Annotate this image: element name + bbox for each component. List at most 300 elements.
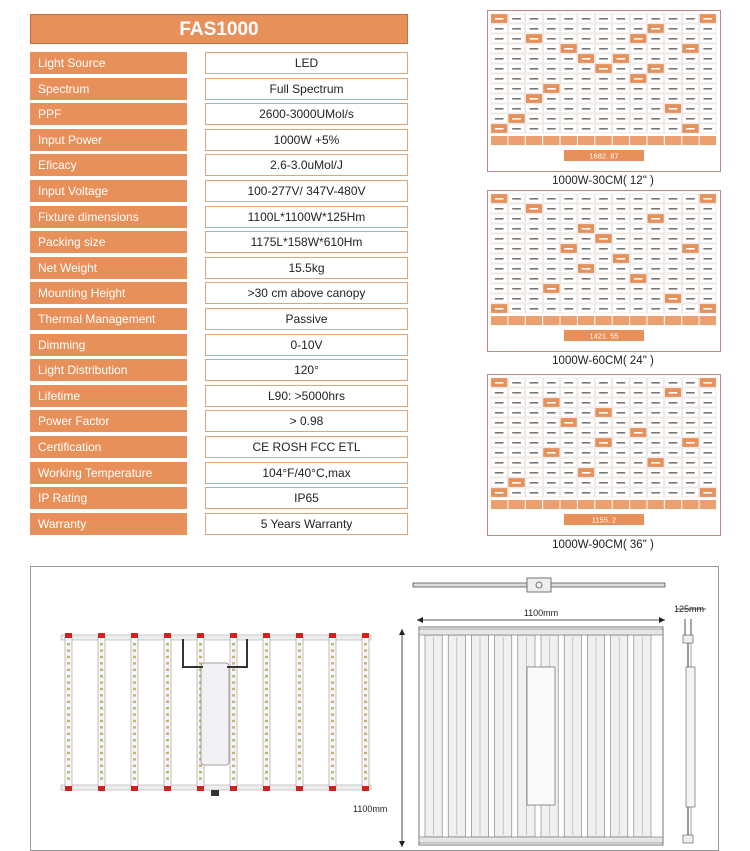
led-diode	[298, 726, 301, 728]
ppf-cell-mark	[599, 238, 608, 240]
led-diode	[364, 726, 367, 728]
led-diode	[265, 656, 268, 658]
led-diode	[232, 771, 235, 773]
ppf-grid	[488, 375, 720, 535]
led-diode	[298, 694, 301, 696]
led-diode	[67, 694, 70, 696]
led-diode	[298, 720, 301, 722]
ppf-cell-mark	[686, 492, 695, 494]
ppf-cell-mark	[547, 208, 556, 210]
ppf-cell-mark	[651, 18, 660, 20]
ppf-cell-mark	[547, 28, 556, 30]
ppf-cell-mark	[495, 58, 504, 60]
ppf-cell-mark	[634, 28, 643, 30]
ppf-summary-cell	[578, 136, 594, 145]
product-title: FAS1000	[30, 14, 408, 44]
led-diode	[331, 739, 334, 741]
led-diode	[100, 694, 103, 696]
led-diode	[67, 720, 70, 722]
ppf-cell-mark	[651, 298, 660, 300]
ppf-cell-mark	[703, 248, 712, 250]
ppf-cell-mark	[599, 482, 608, 484]
ppf-cell-mark	[703, 308, 712, 310]
led-diode	[232, 765, 235, 767]
ppf-cell-mark	[634, 228, 643, 230]
spec-value: 2600-3000UMol/s	[205, 103, 408, 125]
led-diode	[100, 675, 103, 677]
ppf-cell-mark	[547, 248, 556, 250]
led-diode	[265, 758, 268, 760]
led-diode	[364, 701, 367, 703]
ppf-cell-mark	[495, 228, 504, 230]
ppf-cell-mark	[547, 472, 556, 474]
ppf-cell-mark	[686, 288, 695, 290]
driver-box	[201, 663, 229, 765]
ppf-cell-mark	[703, 382, 712, 384]
ppf-cell-mark	[634, 208, 643, 210]
ppf-cell-mark	[547, 98, 556, 100]
led-diode	[265, 669, 268, 671]
ppf-grid	[488, 11, 720, 171]
ppf-cell-mark	[564, 248, 573, 250]
led-diode	[364, 649, 367, 651]
ppf-cell-mark	[634, 288, 643, 290]
led-diode	[133, 739, 136, 741]
spec-value: CE ROSH FCC ETL	[205, 436, 408, 458]
led-bar	[164, 637, 171, 787]
ppf-cell-mark	[599, 38, 608, 40]
ppf-cell-mark	[582, 118, 591, 120]
ppf-cell-mark	[669, 78, 678, 80]
ppf-cell-mark	[530, 58, 539, 60]
ppf-cell-mark	[686, 412, 695, 414]
ppf-cell-mark	[634, 88, 643, 90]
ppf-cell-mark	[599, 432, 608, 434]
led-bar-endcap	[263, 633, 270, 638]
led-diode	[133, 675, 136, 677]
ppf-cell-mark	[634, 412, 643, 414]
ppf-cell-mark	[547, 382, 556, 384]
ppf-cell-mark	[599, 492, 608, 494]
led-bar-endcap	[329, 633, 336, 638]
ppf-summary-cell	[578, 500, 594, 509]
ppf-average-value: 1682. 87	[589, 151, 619, 161]
ppf-cell-mark	[634, 68, 643, 70]
ppf-cell-mark	[495, 382, 504, 384]
ppf-cell-mark	[617, 208, 626, 210]
ppf-cell-mark	[564, 78, 573, 80]
ppf-cell-mark	[495, 462, 504, 464]
ppf-cell-mark	[703, 208, 712, 210]
ppf-summary-cell	[647, 500, 663, 509]
led-diode	[67, 649, 70, 651]
ppf-cell-mark	[651, 248, 660, 250]
ppf-cell-mark	[651, 492, 660, 494]
ppf-cell-mark	[564, 258, 573, 260]
spec-row	[30, 462, 408, 484]
ppf-cell-mark	[582, 38, 591, 40]
ppf-cell-mark	[547, 238, 556, 240]
led-diode	[133, 745, 136, 747]
fixture-drawing	[30, 566, 719, 851]
led-diode	[67, 662, 70, 664]
ppf-map-caption: 1000W-30CM( 12" )	[552, 175, 654, 187]
led-diode	[298, 745, 301, 747]
spec-label: Light Source	[30, 52, 187, 74]
led-diode	[133, 707, 136, 709]
led-diode	[298, 649, 301, 651]
ppf-cell-mark	[686, 258, 695, 260]
ppf-cell-mark	[686, 88, 695, 90]
ppf-cell-mark	[669, 18, 678, 20]
fixture-plan-view	[353, 608, 665, 847]
ppf-cell-mark	[651, 68, 660, 70]
ppf-cell-mark	[495, 298, 504, 300]
ppf-cell-mark	[495, 472, 504, 474]
spec-label: Input Voltage	[30, 180, 187, 202]
spec-label: Fixture dimensions	[30, 206, 187, 228]
led-diode	[133, 694, 136, 696]
ppf-cell-mark	[495, 198, 504, 200]
ppf-cell-mark	[617, 238, 626, 240]
ppf-cell-mark	[651, 422, 660, 424]
spec-label: Input Power	[30, 129, 187, 151]
ppf-cell-mark	[686, 432, 695, 434]
led-diode	[166, 765, 169, 767]
led-diode	[166, 656, 169, 658]
spec-row	[30, 410, 408, 432]
ppf-cell-mark	[530, 268, 539, 270]
ppf-cell-mark	[669, 108, 678, 110]
ppf-cell-mark	[564, 68, 573, 70]
ppf-cell-mark	[703, 492, 712, 494]
ppf-cell-mark	[617, 492, 626, 494]
ppf-summary-cell	[613, 136, 629, 145]
led-diode	[133, 688, 136, 690]
led-diode	[232, 739, 235, 741]
ppf-cell-mark	[599, 28, 608, 30]
led-diode	[100, 681, 103, 683]
ppf-cell-mark	[582, 78, 591, 80]
ppf-cell-mark	[617, 128, 626, 130]
spec-row	[30, 308, 408, 330]
ppf-cell-mark	[686, 48, 695, 50]
ppf-cell-mark	[530, 492, 539, 494]
ppf-cell-mark	[582, 248, 591, 250]
led-diode	[67, 765, 70, 767]
spec-value: > 0.98	[205, 410, 408, 432]
ppf-cell-mark	[669, 442, 678, 444]
ppf-cell-mark	[530, 422, 539, 424]
ppf-cell-mark	[617, 68, 626, 70]
ppf-cell-mark	[634, 108, 643, 110]
ppf-cell-mark	[582, 68, 591, 70]
ppf-cell-mark	[547, 268, 556, 270]
ppf-cell-mark	[495, 28, 504, 30]
ppf-map	[487, 10, 721, 172]
led-diode	[67, 656, 70, 658]
ppf-cell-mark	[582, 492, 591, 494]
led-diode	[331, 701, 334, 703]
ppf-summary-cell	[647, 136, 663, 145]
led-diode	[133, 643, 136, 645]
ppf-summary-cell	[665, 316, 681, 325]
led-diode	[265, 713, 268, 715]
ppf-summary-cell	[561, 500, 577, 509]
ppf-cell-mark	[651, 412, 660, 414]
ppf-cell-mark	[669, 472, 678, 474]
ppf-summary-cell	[543, 500, 559, 509]
led-diode	[364, 765, 367, 767]
ppf-cell-mark	[512, 128, 521, 130]
led-diode	[265, 643, 268, 645]
ppf-summary-cell	[665, 500, 681, 509]
ppf-summary-cell	[526, 136, 542, 145]
led-diode	[265, 771, 268, 773]
ppf-cell-mark	[512, 38, 521, 40]
ppf-cell-mark	[512, 198, 521, 200]
spec-value: 1175L*158W*610Hm	[205, 231, 408, 253]
ppf-cell-mark	[564, 128, 573, 130]
ppf-cell-mark	[686, 402, 695, 404]
ppf-cell-mark	[669, 432, 678, 434]
led-diode	[298, 643, 301, 645]
led-diode	[67, 701, 70, 703]
led-diode	[265, 745, 268, 747]
ppf-cell-mark	[530, 228, 539, 230]
ppf-cell-mark	[634, 278, 643, 280]
ppf-cell-mark	[651, 78, 660, 80]
led-diode	[298, 752, 301, 754]
spec-label: Spectrum	[30, 78, 187, 100]
ppf-cell-mark	[512, 462, 521, 464]
ppf-cell-mark	[703, 278, 712, 280]
ppf-cell-mark	[651, 228, 660, 230]
led-diode	[298, 707, 301, 709]
led-diode	[133, 726, 136, 728]
ppf-cell-mark	[599, 208, 608, 210]
led-diode	[331, 681, 334, 683]
ppf-cell-mark	[686, 268, 695, 270]
ppf-cell-mark	[512, 268, 521, 270]
spec-label: Power Factor	[30, 410, 187, 432]
ppf-summary-cell	[647, 316, 663, 325]
ppf-cell-mark	[651, 278, 660, 280]
led-diode	[166, 720, 169, 722]
ppf-cell-mark	[651, 48, 660, 50]
ppf-cell-mark	[617, 452, 626, 454]
ppf-cell-mark	[703, 402, 712, 404]
ppf-cell-mark	[564, 402, 573, 404]
ppf-cell-mark	[547, 432, 556, 434]
spec-row	[30, 487, 408, 509]
ppf-cell-mark	[512, 78, 521, 80]
ppf-cell-mark	[599, 218, 608, 220]
ppf-cell-mark	[669, 422, 678, 424]
led-diode	[298, 681, 301, 683]
led-diode	[232, 688, 235, 690]
ppf-cell-mark	[547, 18, 556, 20]
ppf-cell-mark	[703, 48, 712, 50]
led-diode	[232, 669, 235, 671]
ppf-cell-mark	[686, 58, 695, 60]
ppf-summary-cell	[491, 500, 507, 509]
led-diode	[166, 739, 169, 741]
led-diode	[364, 662, 367, 664]
ppf-cell-mark	[686, 198, 695, 200]
spec-row	[30, 180, 408, 202]
ppf-cell-mark	[703, 258, 712, 260]
ppf-cell-mark	[564, 18, 573, 20]
spec-value: Full Spectrum	[205, 78, 408, 100]
ppf-cell-mark	[512, 452, 521, 454]
ppf-cell-mark	[634, 218, 643, 220]
ppf-cell-mark	[512, 208, 521, 210]
led-diode	[298, 713, 301, 715]
ppf-cell-mark	[651, 98, 660, 100]
led-diode	[100, 752, 103, 754]
ppf-summary-cell	[578, 316, 594, 325]
ppf-cell-mark	[582, 278, 591, 280]
ppf-cell-mark	[582, 392, 591, 394]
ppf-cell-mark	[564, 198, 573, 200]
ppf-cell-mark	[599, 308, 608, 310]
led-diode	[166, 669, 169, 671]
ppf-cell-mark	[651, 392, 660, 394]
ppf-cell-mark	[564, 482, 573, 484]
ppf-cell-mark	[599, 248, 608, 250]
led-diode	[265, 681, 268, 683]
ppf-cell-mark	[495, 238, 504, 240]
led-diode	[265, 662, 268, 664]
ppf-cell-mark	[512, 402, 521, 404]
spec-row	[30, 52, 408, 74]
led-diode	[331, 656, 334, 658]
ppf-cell-mark	[634, 48, 643, 50]
led-diode	[265, 707, 268, 709]
led-diode	[298, 662, 301, 664]
led-diode	[166, 771, 169, 773]
ppf-cell-mark	[564, 422, 573, 424]
ppf-cell-mark	[582, 238, 591, 240]
ppf-cell-mark	[651, 288, 660, 290]
ppf-cell-mark	[530, 238, 539, 240]
ppf-cell-mark	[686, 278, 695, 280]
ppf-summary-cell	[491, 316, 507, 325]
fixture-side-view	[674, 604, 706, 843]
led-bar-endcap	[164, 633, 171, 638]
ppf-cell-mark	[669, 68, 678, 70]
ppf-cell-mark	[703, 228, 712, 230]
ppf-cell-mark	[617, 298, 626, 300]
led-bar	[329, 637, 336, 787]
led-diode	[298, 701, 301, 703]
ppf-cell-mark	[564, 472, 573, 474]
ppf-cell-mark	[547, 442, 556, 444]
ppf-cell-mark	[686, 128, 695, 130]
ppf-cell-mark	[512, 442, 521, 444]
ppf-cell-mark	[564, 58, 573, 60]
ppf-cell-mark	[582, 288, 591, 290]
ppf-cell-mark	[686, 472, 695, 474]
spec-row	[30, 385, 408, 407]
ppf-cell-mark	[564, 278, 573, 280]
led-diode	[166, 733, 169, 735]
led-diode	[232, 694, 235, 696]
ppf-cell-mark	[512, 98, 521, 100]
ppf-cell-mark	[599, 392, 608, 394]
ppf-cell-mark	[564, 108, 573, 110]
led-diode	[166, 681, 169, 683]
ppf-cell-mark	[617, 18, 626, 20]
ppf-cell-mark	[547, 278, 556, 280]
ppf-cell-mark	[564, 392, 573, 394]
ppf-cell-mark	[634, 258, 643, 260]
ppf-cell-mark	[599, 68, 608, 70]
led-diode	[331, 713, 334, 715]
spec-value: 15.5kg	[205, 257, 408, 279]
ppf-cell-mark	[512, 68, 521, 70]
led-diode	[364, 688, 367, 690]
ppf-cell-mark	[530, 452, 539, 454]
ppf-cell-mark	[599, 298, 608, 300]
ppf-cell-mark	[703, 78, 712, 80]
led-diode	[265, 733, 268, 735]
ppf-cell-mark	[495, 402, 504, 404]
spec-value: 0-10V	[205, 334, 408, 356]
spec-row	[30, 231, 408, 253]
ppf-map	[487, 374, 721, 536]
ppf-cell-mark	[599, 278, 608, 280]
ppf-cell-mark	[530, 108, 539, 110]
ppf-cell-mark	[599, 288, 608, 290]
ppf-cell-mark	[634, 382, 643, 384]
ppf-cell-mark	[686, 462, 695, 464]
ppf-cell-mark	[547, 392, 556, 394]
ppf-cell-mark	[564, 442, 573, 444]
ppf-cell-mark	[651, 258, 660, 260]
ppf-cell-mark	[669, 28, 678, 30]
led-diode	[331, 669, 334, 671]
ppf-cell-mark	[547, 58, 556, 60]
ppf-cell-mark	[617, 78, 626, 80]
ppf-cell-mark	[564, 28, 573, 30]
ppf-summary-cell	[595, 316, 611, 325]
ppf-cell-mark	[703, 288, 712, 290]
ppf-summary-cell	[595, 136, 611, 145]
ppf-cell-mark	[634, 248, 643, 250]
ppf-cell-mark	[547, 118, 556, 120]
led-diode	[199, 765, 202, 767]
fixture-front-view	[61, 633, 371, 796]
ppf-map	[487, 190, 721, 352]
led-diode	[232, 726, 235, 728]
ppf-cell-mark	[495, 422, 504, 424]
ppf-cell-mark	[634, 58, 643, 60]
ppf-cell-mark	[582, 228, 591, 230]
led-diode	[298, 771, 301, 773]
ppf-cell-mark	[582, 412, 591, 414]
led-bar	[131, 637, 138, 787]
led-diode	[133, 713, 136, 715]
ppf-cell-mark	[651, 402, 660, 404]
led-diode	[364, 745, 367, 747]
ppf-cell-mark	[582, 208, 591, 210]
ppf-cell-mark	[651, 108, 660, 110]
led-diode	[100, 765, 103, 767]
ppf-summary-cell	[508, 136, 524, 145]
ppf-cell-mark	[669, 98, 678, 100]
